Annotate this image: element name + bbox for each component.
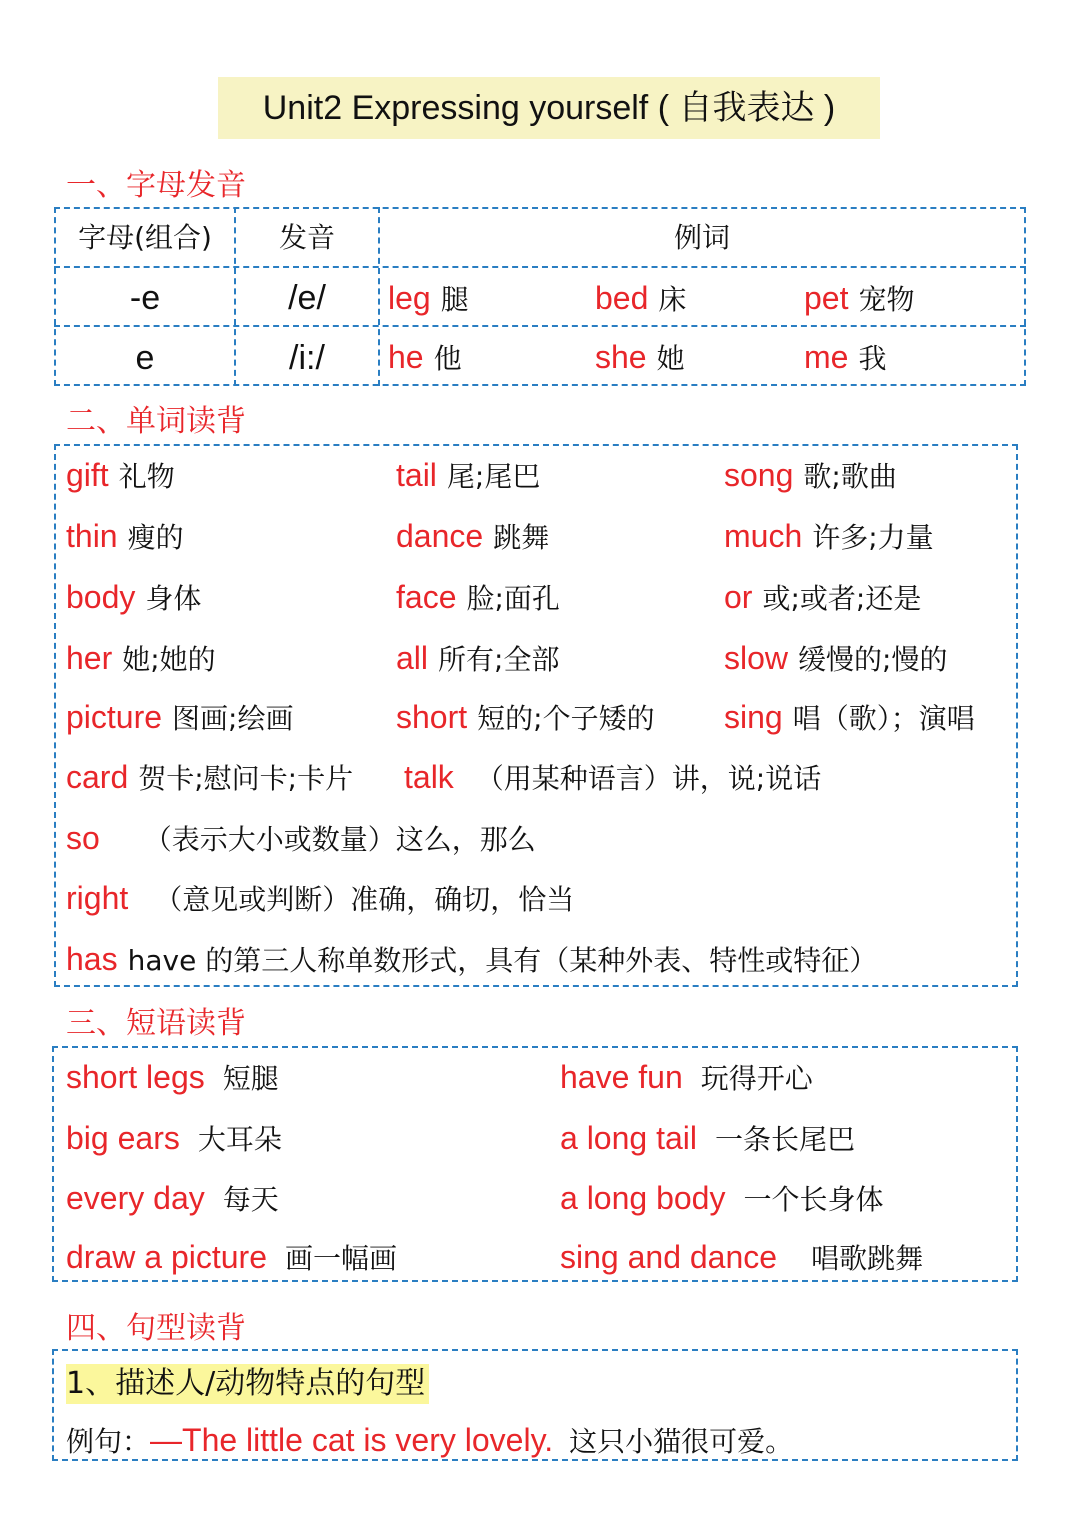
phrase-item [66,1057,279,1103]
example-word [595,278,686,324]
word-en: gift [66,457,109,493]
header-sound: 发音 [278,221,335,254]
word-zh: 脸;面孔 [466,582,560,615]
word-zh: 身体 [145,582,202,615]
word-zh: 宠物 [858,283,915,316]
vocab-item [396,697,655,743]
divider [54,266,1026,268]
word-zh: 腿 [440,283,469,316]
word-en: short [396,699,468,735]
word-en: her [66,640,113,676]
phrase-en: short legs [66,1059,205,1095]
word-en: talk [404,759,454,795]
word-zh: 图画;绘画 [172,702,294,735]
word-zh: 我 [858,342,887,375]
word-en: card [66,759,129,795]
word-zh: （用某种语言）讲，说;说话 [475,762,822,795]
example-word [804,278,915,324]
sound-cell: /i:/ [289,339,325,377]
word-en: he [388,339,424,375]
word-zh: 他 [433,342,462,375]
word-zh: 唱（歌）；演唱 [792,702,975,735]
word-zh: 跳舞 [493,521,550,554]
vocab-item [404,757,821,803]
word-zh: 她;她的 [122,643,216,676]
word-en: me [804,339,849,375]
phrase-en: have fun [560,1059,683,1095]
word-en: tail [396,457,437,493]
phrase-zh: 短腿 [222,1062,279,1095]
vocab-item [66,516,184,562]
example-word [804,337,886,383]
word-zh: （表示大小或数量）这么，那么 [143,823,536,856]
sound-cell: /e/ [288,279,326,317]
section-heading-phrases: 三、短语读背 [66,1006,246,1041]
word-zh: 许多;力量 [812,521,934,554]
word-zh: 瘦的 [127,521,184,554]
word-zh: 尾;尾巴 [446,460,541,493]
vocab-item [66,577,201,623]
phrase-item [66,1178,279,1224]
word-zh: 床 [658,283,687,316]
section-heading-vocabulary: 二、单词读背 [66,404,246,439]
word-en: slow [724,640,789,676]
letter-cell: e [135,339,155,377]
word-zh: 短的;个子矮的 [477,702,655,735]
phrase-en: big ears [66,1120,180,1156]
word-en: dance [396,518,484,554]
word-en: thin [66,518,118,554]
phrase-zh: 画一幅画 [284,1242,397,1275]
word-zh: 她 [656,342,685,375]
phrase-item [560,1237,923,1283]
word-en: pet [804,280,849,316]
vocab-item [724,516,934,562]
page-title: Unit2 Expressing yourself ( 自我表达 ) [218,77,880,139]
header-examples: 例词 [673,221,730,254]
word-en: all [396,640,429,676]
phrase-en: sing and dance [560,1239,778,1275]
phrase-zh: 大耳朵 [197,1123,282,1156]
vocab-item [396,638,559,684]
phrase-item [560,1178,883,1224]
word-zh: 或;或者;还是 [762,582,922,615]
word-en: so [66,820,100,856]
phrase-zh: 唱歌跳舞 [811,1242,924,1275]
phrase-zh: 一条长尾巴 [714,1123,855,1156]
vocab-item [396,455,540,501]
vocab-item [66,757,353,803]
phrase-zh: 每天 [222,1183,279,1216]
phrase-en: a long body [560,1180,726,1216]
pattern-title: 1、描述人/动物特点的句型 [66,1364,429,1404]
word-zh: 歌;歌曲 [803,460,897,493]
example-sentence [66,1418,793,1462]
phrase-en: every day [66,1180,205,1216]
word-en: picture [66,699,163,735]
header-letter: 字母(组合) [78,221,212,254]
phrase-item [66,1237,397,1283]
vocab-item [396,577,560,623]
word-zh: 缓慢的;慢的 [798,643,948,676]
phrase-item [560,1057,813,1103]
word-en: sing [724,699,783,735]
vocab-item [66,638,216,684]
vocab-item [724,697,975,743]
phrase-item [560,1118,855,1164]
vocab-item [724,638,947,684]
section-heading-phonics: 一、字母发音 [66,168,246,203]
example-word [388,278,469,324]
vocab-item [724,577,921,623]
vocab-item [66,939,877,985]
word-en: has [66,941,118,977]
example-en: —The little cat is very lovely. [150,1422,554,1458]
word-en: right [66,880,129,916]
vocab-item [66,455,175,501]
vocab-item [66,878,574,924]
word-en: face [396,579,457,615]
word-en: body [66,579,136,615]
phrase-en: draw a picture [66,1239,267,1275]
vocab-item [66,697,293,743]
example-label: 例句： [66,1425,151,1458]
divider [54,325,1026,327]
phrase-en: a long tail [560,1120,697,1156]
word-zh: 贺卡;慰问卡;卡片 [138,762,354,795]
word-en: much [724,518,803,554]
word-en: bed [595,280,649,316]
letter-cell: -e [129,279,161,317]
word-en: leg [388,280,431,316]
vocab-item [66,818,536,864]
section-heading-sentences: 四、句型读背 [66,1311,246,1346]
phrase-zh: 玩得开心 [700,1062,813,1095]
word-en: or [724,579,753,615]
phrase-zh: 一个长身体 [743,1183,884,1216]
example-word [388,337,462,383]
word-en: she [595,339,647,375]
word-en: song [724,457,794,493]
example-zh: 这只小猫很可爱。 [569,1425,794,1458]
word-zh: 所有;全部 [438,643,560,676]
phrase-item [66,1118,282,1164]
vocab-item [724,455,897,501]
word-zh: have 的第三人称单数形式，具有（某种外表、特性或特征） [127,944,878,977]
vocab-item [396,516,549,562]
word-zh: 礼物 [118,460,175,493]
word-zh: （意见或判断）准确，确切，恰当 [154,883,575,916]
example-word [595,337,685,383]
